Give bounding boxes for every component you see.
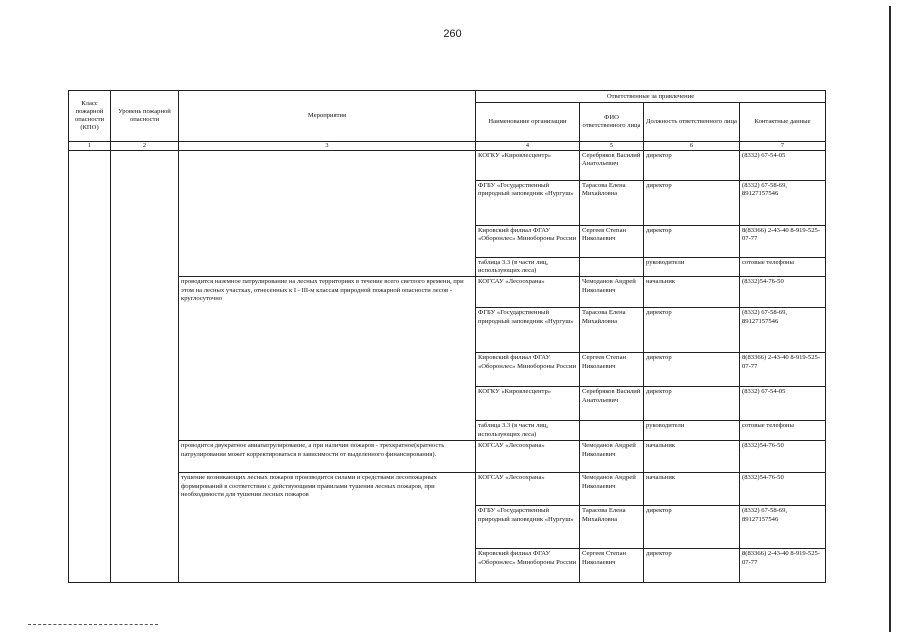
cell-contacts: (8332)54-76-50: [740, 473, 826, 506]
cell-contacts: сотовые телефоны: [740, 257, 826, 276]
table-row: [69, 150, 826, 180]
cell-position: директор: [644, 549, 740, 583]
cell-fio: [580, 421, 644, 441]
column-number: 6: [644, 142, 740, 151]
cell-fio: Тарасова Елена Михайловна: [580, 506, 644, 549]
column-number: 5: [580, 142, 644, 151]
cell-class-kpo: [69, 150, 111, 582]
cell-contacts: сотовые телефоны: [740, 421, 826, 441]
cell-org: Кировский филиал ФГАУ «Оборонлес» Минобороны России: [476, 353, 580, 387]
header-measures: Мероприятия: [179, 91, 476, 142]
cell-level: [111, 150, 179, 582]
header-class-kpo: Класс пожарной опасности (КПО): [69, 91, 111, 142]
cell-position: начальник: [644, 473, 740, 506]
cell-position: начальник: [644, 441, 740, 473]
cell-org: Кировский филиал ФГАУ «Оборонлес» Минобороны России: [476, 549, 580, 583]
column-number: 1: [69, 142, 111, 151]
cell-contacts: (8332) 67-58-69, 89127157546: [740, 180, 826, 225]
header-level: Уровень пожарной опасности: [111, 91, 179, 142]
cell-fio: Чемоданов Андрей Николаевич: [580, 277, 644, 308]
column-number: 4: [476, 142, 580, 151]
cell-contacts: (8332) 67-54-05: [740, 387, 826, 421]
page-edge-line: [889, 6, 891, 632]
cell-org: КОГКУ «Кировлесцентр»: [476, 150, 580, 180]
column-number: 2: [111, 142, 179, 151]
cell-contacts: (8332) 67-58-69, 89127157546: [740, 506, 826, 549]
cell-fio: Серебряков Василий Анатольевич: [580, 387, 644, 421]
cell-position: директор: [644, 353, 740, 387]
cell-fio: Сергеев Степан Николаевич: [580, 549, 644, 583]
cell-fio: Сергеев Степан Николаевич: [580, 353, 644, 387]
cell-contacts: (8332)54-76-50: [740, 277, 826, 308]
header-responsible-group: Ответственные за привлечение: [476, 91, 826, 103]
cell-contacts: 8(83366) 2-43-40 8-919-525-07-77: [740, 549, 826, 583]
cell-org: ФГБУ «Государственный природный заповедник «Нургуш»: [476, 308, 580, 353]
cell-contacts: 8(83366) 2-43-40 8-919-525-07-77: [740, 353, 826, 387]
column-number: 3: [179, 142, 476, 151]
fire-measures-table: [68, 90, 826, 583]
cell-org: КОГСАУ «Лесоохрана»: [476, 441, 580, 473]
cell-position: директор: [644, 225, 740, 257]
header-position: Должность ответственного лица: [644, 103, 740, 142]
cell-position: директор: [644, 150, 740, 180]
table-row: [69, 441, 826, 473]
cell-position: директор: [644, 180, 740, 225]
cell-org: КОГСАУ «Лесоохрана»: [476, 473, 580, 506]
cell-org: таблица 3.3 (в части лиц, использующих леса): [476, 257, 580, 276]
cell-contacts: (8332) 67-58-69, 89127157546: [740, 308, 826, 353]
cell-fio: Тарасова Елена Михайловна: [580, 308, 644, 353]
table-row: [69, 277, 826, 308]
cell-position: руководители: [644, 421, 740, 441]
header-org-name: Наименование организации: [476, 103, 580, 142]
cell-fio: Чемоданов Андрей Николаевич: [580, 441, 644, 473]
header-fio: ФИО ответственного лица: [580, 103, 644, 142]
cell-position: руководители: [644, 257, 740, 276]
cell-fio: [580, 257, 644, 276]
cell-fio: Сергеев Степан Николаевич: [580, 225, 644, 257]
cell-fio: Серебряков Василий Анатольевич: [580, 150, 644, 180]
cell-org: ФГБУ «Государственный природный заповедник «Нургуш»: [476, 180, 580, 225]
cell-measure: проводится наземное патрулирование на лесных территориях в течение всего светлого времени, при этом на лесных участках, отнесенных к I - III-м классам природной пожарной опасности лесов - круглосуточно: [179, 277, 476, 441]
cell-position: начальник: [644, 277, 740, 308]
cell-fio: Чемоданов Андрей Николаевич: [580, 473, 644, 506]
page-number: 260: [443, 28, 462, 40]
cell-org: ФГБУ «Государственный природный заповедник «Нургуш»: [476, 506, 580, 549]
cell-measure: [179, 150, 476, 276]
cell-measure: тушение возникающих лесных пожаров производится силами и средствами лесопожарных формирований в соответствии с действующими правилами тушения лесных пожаров, при необходимости для тушения лесных пожаров: [179, 473, 476, 583]
cell-position: директор: [644, 308, 740, 353]
cell-measure: проводится двукратное авиапатрулирование, а при наличии пожаров - трехкратное(кратность патрулирования может корректироваться в зависимости от выделенного финансирования).: [179, 441, 476, 473]
cell-position: директор: [644, 387, 740, 421]
cell-contacts: (8332) 67-54-05: [740, 150, 826, 180]
column-number: 7: [740, 142, 826, 151]
header-contacts: Контактные данные: [740, 103, 826, 142]
cell-position: директор: [644, 506, 740, 549]
cell-org: Кировский филиал ФГАУ «Оборонлес» Минобороны России: [476, 225, 580, 257]
cell-org: КОГСАУ «Лесоохрана»: [476, 277, 580, 308]
cell-org: КОГКУ «Кировлесцентр»: [476, 387, 580, 421]
table-row: [69, 473, 826, 506]
footer-separator: [28, 624, 158, 625]
cell-fio: Тарасова Елена Михайловна: [580, 180, 644, 225]
cell-contacts: (8332)54-76-50: [740, 441, 826, 473]
cell-org: таблица 3.3 (в части лиц, использующих леса): [476, 421, 580, 441]
cell-contacts: 8(83366) 2-43-40 8-919-525-07-77: [740, 225, 826, 257]
